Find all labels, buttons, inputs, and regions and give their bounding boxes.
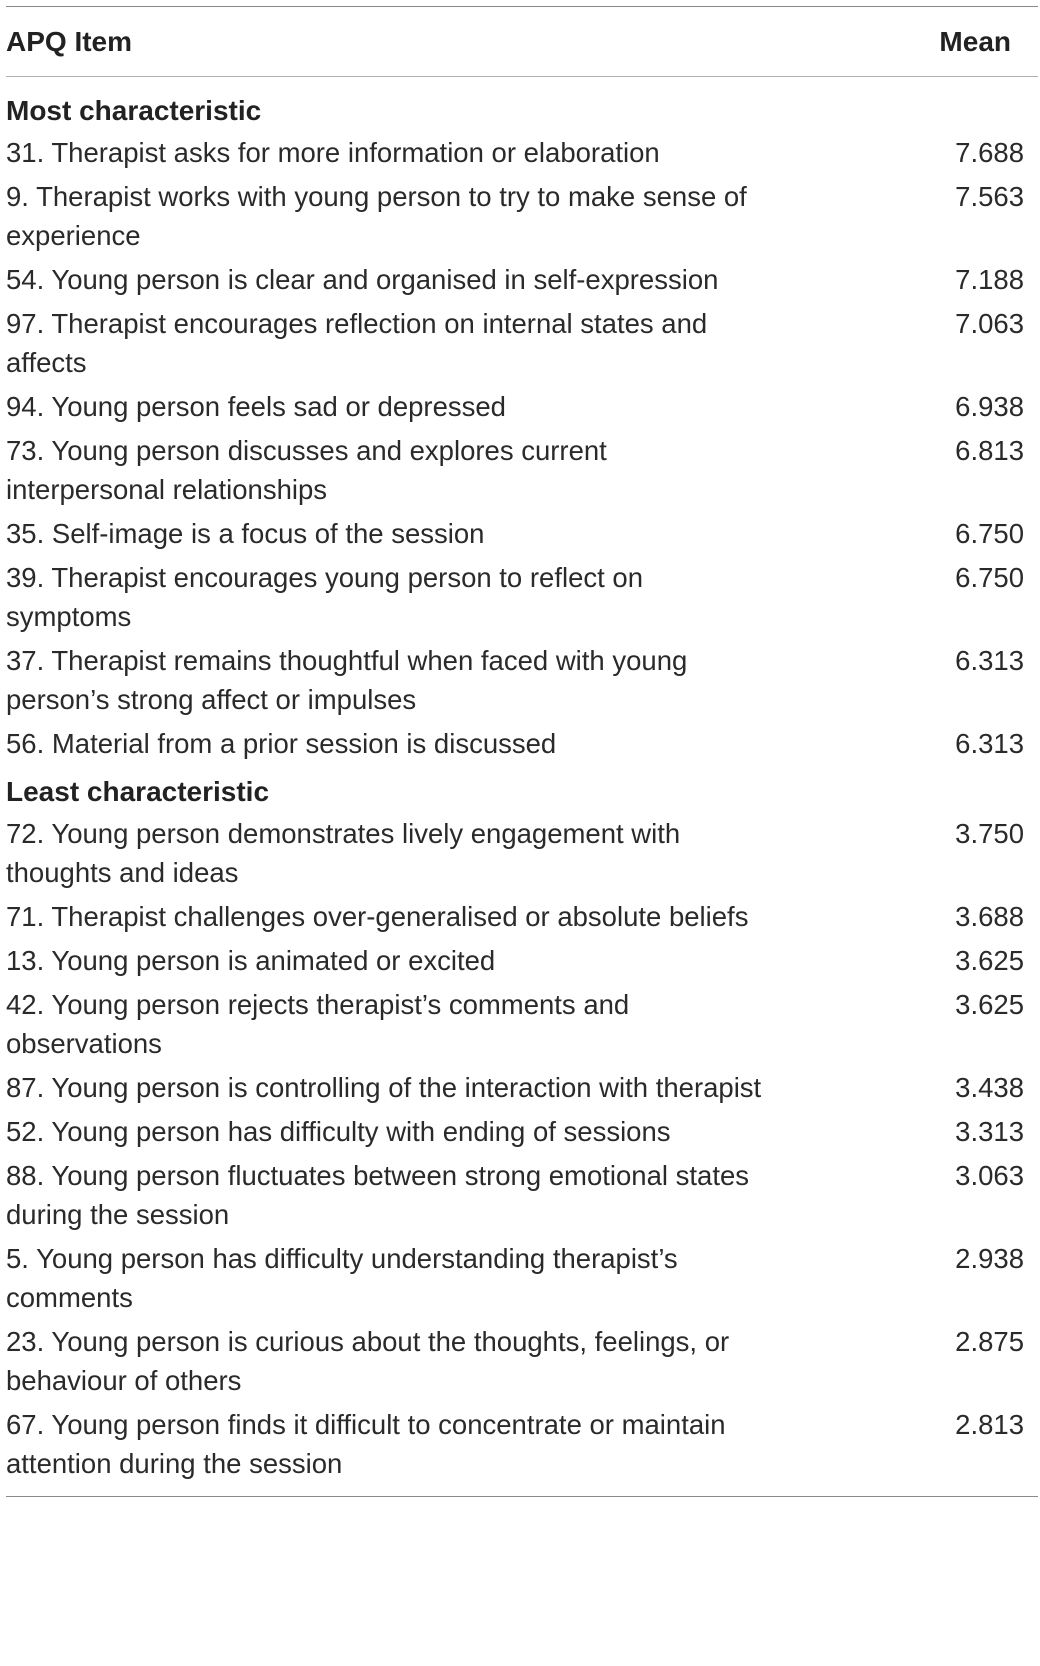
item-text: 5. Young person has difficulty understanding therapist’s comments — [6, 1243, 678, 1313]
item-text: 67. Young person finds it difficult to concentrate or maintain attention during the session — [6, 1409, 726, 1479]
table-row — [6, 983, 1038, 1066]
item-text: 88. Young person fluctuates between strong emotional states during the session — [6, 1160, 750, 1230]
mean-value: 7.188 — [955, 264, 1024, 295]
mean-value: 7.063 — [955, 308, 1024, 339]
item-text: 39. Therapist encourages young person to reflect on symptoms — [6, 562, 643, 632]
mean-value: 6.750 — [955, 518, 1024, 549]
item-text: 9. Therapist works with young person to try to make sense of experience — [6, 181, 747, 251]
table-row — [6, 1110, 1038, 1154]
item-text: 71. Therapist challenges over-generalised or absolute beliefs — [6, 901, 749, 932]
item-text: 87. Young person is controlling of the interaction with therapist — [6, 1072, 762, 1103]
item-text: 42. Young person rejects therapist’s comments and observations — [6, 989, 630, 1059]
mean-value: 6.750 — [955, 562, 1024, 593]
table-row — [6, 1237, 1038, 1320]
section-title: Most characteristic — [6, 95, 262, 126]
mean-value: 2.813 — [955, 1409, 1024, 1440]
item-text: 31. Therapist asks for more information or elaboration — [6, 137, 660, 168]
mean-value: 7.688 — [955, 137, 1024, 168]
item-text: 73. Young person discusses and explores current interpersonal relationships — [6, 435, 607, 505]
header-mean: Mean — [939, 25, 1011, 57]
item-text: 72. Young person demonstrates lively engagement with thoughts and ideas — [6, 818, 681, 888]
table-row — [6, 939, 1038, 983]
item-text: 54. Young person is clear and organised in self-expression — [6, 264, 719, 295]
apq-table — [6, 6, 1038, 1497]
table-row — [6, 1403, 1038, 1486]
mean-value: 6.313 — [955, 728, 1024, 759]
mean-value: 3.313 — [955, 1116, 1024, 1147]
item-text: 97. Therapist encourages reflection on internal states and affects — [6, 308, 708, 378]
mean-value: 3.750 — [955, 818, 1024, 849]
mean-value: 6.313 — [955, 645, 1024, 676]
table-row — [6, 1066, 1038, 1110]
mean-value: 3.063 — [955, 1160, 1024, 1191]
table-row — [6, 1320, 1038, 1403]
header-item: APQ Item — [6, 25, 133, 57]
bottom-rule — [6, 1496, 1038, 1497]
table-row — [6, 895, 1038, 939]
table-row — [6, 722, 1038, 766]
item-text: 37. Therapist remains thoughtful when faced with young person’s strong affect or impulses — [6, 645, 688, 715]
table-row — [6, 302, 1038, 385]
mean-value: 3.438 — [955, 1072, 1024, 1103]
table-row — [6, 812, 1038, 895]
table-row — [6, 131, 1038, 175]
table-row — [6, 556, 1038, 639]
mean-value: 6.813 — [955, 435, 1024, 466]
item-text: 23. Young person is curious about the thoughts, feelings, or behaviour of others — [6, 1326, 730, 1396]
mean-value: 3.625 — [955, 989, 1024, 1020]
table-header — [6, 7, 1038, 76]
table-row — [6, 639, 1038, 722]
mean-value: 3.625 — [955, 945, 1024, 976]
item-text: 13. Young person is animated or excited — [6, 945, 496, 976]
table-row — [6, 175, 1038, 258]
mean-value: 2.938 — [955, 1243, 1024, 1274]
section-title: Least characteristic — [6, 776, 270, 807]
mean-value: 7.563 — [955, 181, 1024, 212]
table-row — [6, 385, 1038, 429]
table-row — [6, 512, 1038, 556]
table-row — [6, 429, 1038, 512]
item-text: 35. Self-image is a focus of the session — [6, 518, 485, 549]
item-text: 94. Young person feels sad or depressed — [6, 391, 506, 422]
table-row — [6, 1154, 1038, 1237]
table-body — [6, 77, 1038, 1486]
item-text: 52. Young person has difficulty with ending of sessions — [6, 1116, 671, 1147]
table-row — [6, 258, 1038, 302]
mean-value: 2.875 — [955, 1326, 1024, 1357]
mean-value: 3.688 — [955, 901, 1024, 932]
mean-value: 6.938 — [955, 391, 1024, 422]
item-text: 56. Material from a prior session is discussed — [6, 728, 557, 759]
